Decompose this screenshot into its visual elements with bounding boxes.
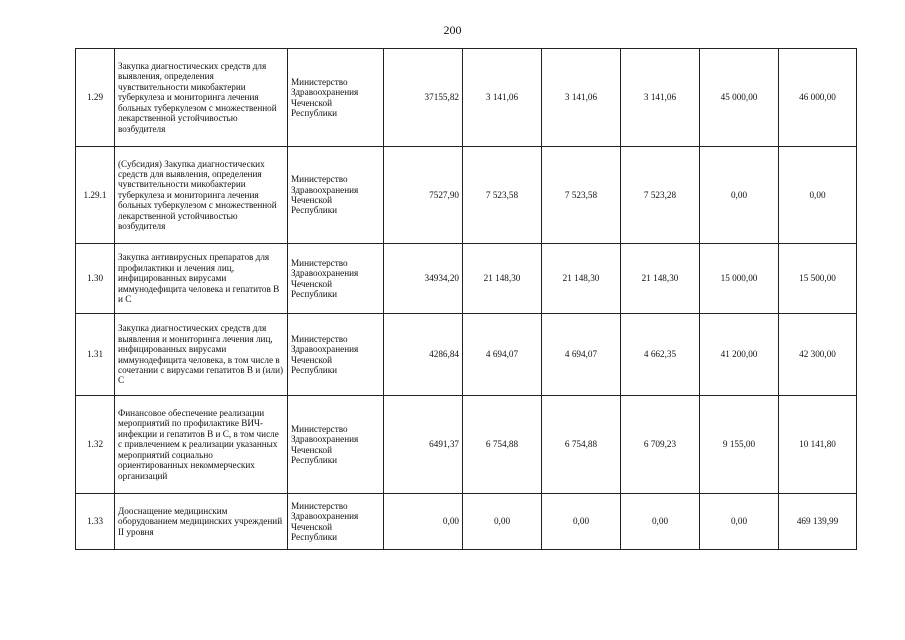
value-cell: 10 141,80	[779, 396, 857, 494]
table-row	[76, 244, 857, 314]
executor: Министерство Здравоохранения Чеченской Республики	[288, 396, 384, 494]
value-cell: 21 148,30	[621, 244, 700, 314]
row-number: 1.30	[76, 244, 115, 314]
activity-description: Закупка антивирусных препаратов для профилактики и лечения лиц, инфицированных вирусами иммунодефицита человека и гепатитов B и C	[115, 244, 288, 314]
value-cell: 0,00	[700, 147, 779, 244]
table-row	[76, 147, 857, 244]
value-cell: 21 148,30	[542, 244, 621, 314]
value-cell: 45 000,00	[700, 49, 779, 147]
value-cell: 46 000,00	[779, 49, 857, 147]
value-cell: 0,00	[621, 494, 700, 550]
value-cell: 4286,84	[384, 314, 463, 396]
row-number: 1.29	[76, 49, 115, 147]
value-cell: 3 141,06	[463, 49, 542, 147]
value-cell: 42 300,00	[779, 314, 857, 396]
value-cell: 37155,82	[384, 49, 463, 147]
value-cell: 3 141,06	[542, 49, 621, 147]
activity-description: (Субсидия) Закупка диагностических средств для выявления, определения чувствительности микобактерии туберкулеза и мониторинга лечения больных туберкулезом с множественной лекарственной устойчивостью возбудителя	[115, 147, 288, 244]
table-row	[76, 396, 857, 494]
value-cell: 6 754,88	[463, 396, 542, 494]
budget-table	[75, 48, 857, 550]
value-cell: 469 139,99	[779, 494, 857, 550]
table-row	[76, 49, 857, 147]
activity-description: Закупка диагностических средств для выявления, определения чувствительности микобактерии туберкулеза и мониторинга лечения больных туберкулезом с множественной лекарственной устойчивостью возбудителя	[115, 49, 288, 147]
value-cell: 7 523,58	[542, 147, 621, 244]
executor: Министерство Здравоохранения Чеченской Республики	[288, 49, 384, 147]
executor: Министерство Здравоохранения Чеченской Республики	[288, 147, 384, 244]
value-cell: 6 709,23	[621, 396, 700, 494]
value-cell: 41 200,00	[700, 314, 779, 396]
value-cell: 0,00	[384, 494, 463, 550]
activity-description: Дооснащение медицинским оборудованием медицинских учреждений II уровня	[115, 494, 288, 550]
value-cell: 4 694,07	[463, 314, 542, 396]
page-number: 200	[443, 23, 462, 37]
row-number: 1.32	[76, 396, 115, 494]
executor: Министерство Здравоохранения Чеченской Республики	[288, 244, 384, 314]
activity-description: Закупка диагностических средств для выявления и мониторинга лечения лиц, инфицированных вирусами иммунодефицита человека, в том числе в сочетании с вирусами гепатитов B и (или) C	[115, 314, 288, 396]
table-row	[76, 494, 857, 550]
value-cell: 4 662,35	[621, 314, 700, 396]
value-cell: 0,00	[542, 494, 621, 550]
value-cell: 6491,37	[384, 396, 463, 494]
value-cell: 0,00	[779, 147, 857, 244]
row-number: 1.33	[76, 494, 115, 550]
value-cell: 21 148,30	[463, 244, 542, 314]
value-cell: 0,00	[463, 494, 542, 550]
activity-description: Финансовое обеспечение реализации мероприятий по профилактике ВИЧ-инфекции и гепатитов B и C, в том числе с привлечением к реализации указанных мероприятий социально ориентированных некоммерческих организаций	[115, 396, 288, 494]
table-row	[76, 314, 857, 396]
value-cell: 7 523,28	[621, 147, 700, 244]
value-cell: 4 694,07	[542, 314, 621, 396]
value-cell: 9 155,00	[700, 396, 779, 494]
value-cell: 15 000,00	[700, 244, 779, 314]
executor: Министерство Здравоохранения Чеченской Республики	[288, 494, 384, 550]
value-cell: 0,00	[700, 494, 779, 550]
value-cell: 3 141,06	[621, 49, 700, 147]
row-number: 1.31	[76, 314, 115, 396]
value-cell: 6 754,88	[542, 396, 621, 494]
value-cell: 7527,90	[384, 147, 463, 244]
row-number: 1.29.1	[76, 147, 115, 244]
executor: Министерство Здравоохранения Чеченской Республики	[288, 314, 384, 396]
value-cell: 15 500,00	[779, 244, 857, 314]
value-cell: 34934,20	[384, 244, 463, 314]
value-cell: 7 523,58	[463, 147, 542, 244]
